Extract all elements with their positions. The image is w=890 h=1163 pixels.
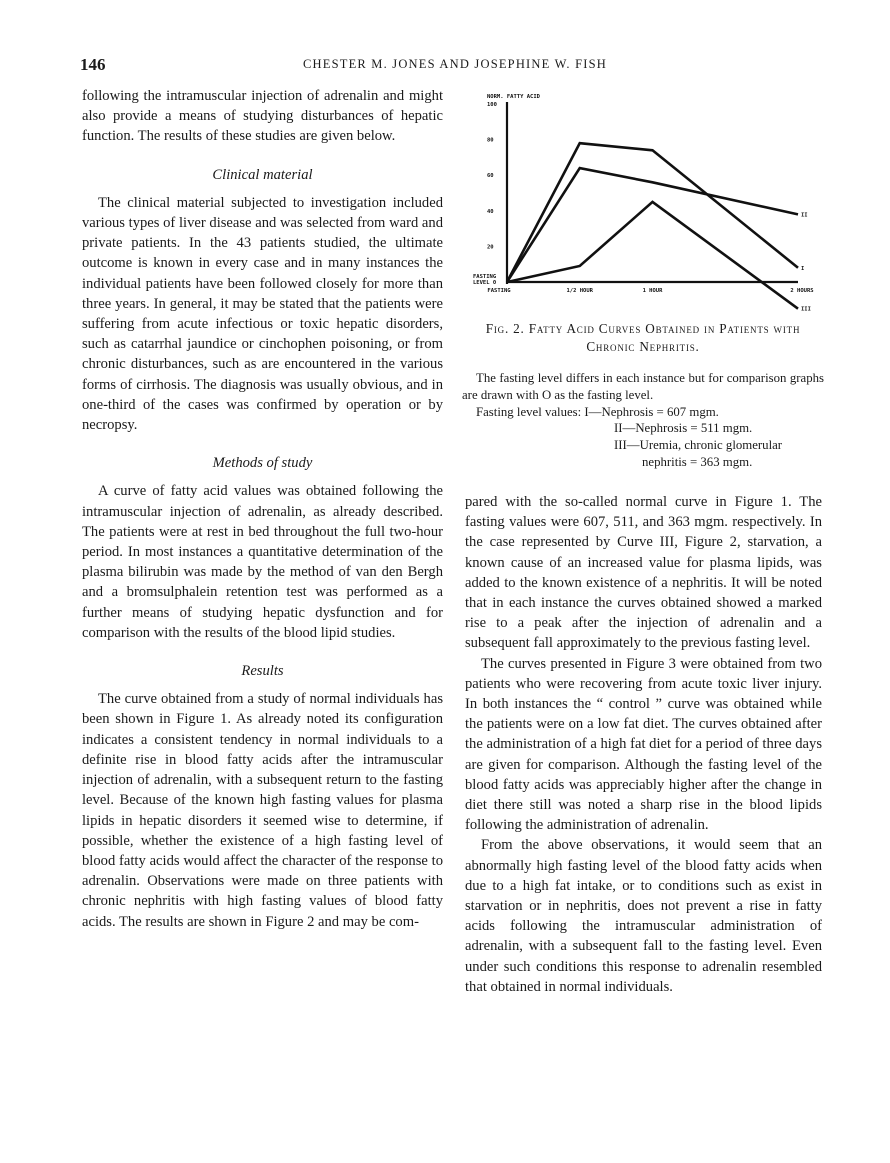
intro-paragraph: following the intramuscular injection of adrenalin and might also provide a means of studying disturbances of hepatic function. The results of these studies are given below. [82, 88, 443, 145]
figure-caption [462, 320, 824, 471]
section-heading-methods-of-study: Methods of study [212, 455, 313, 472]
paragraph: The curve obtained from a study of normal individuals has been shown in Figure 1. As already noted its configuration indicates a consistent tendency in normal individuals to a definite rise in blood fatty acids after the intramuscular injection of adrenalin, with a subsequent return to the fasting level. Because of the known high fasting values for plasma lipids in hepatic disorders it seemed wise to determine, if possible, whether the existence of a high fasting level of blood fatty acids would affect the character of the response to adrenalin. Observations were made on three patients with chronic nephritis with high fasting values of blood fatty acids. The results are shown in Figure 2 and may be com- [82, 691, 443, 930]
paragraph: The clinical material subjected to investigation included various types of liver disease and was selected from ward and private patients. In the 43 patients studied, the ultimate outcome is known in every case and in many instances the individual patients have been followed closely for more than three years. In general, it may be stated that the patients were suffering from acute infectious or toxic hepatic disorders, such as catarrhal jaundice or cinchophen poisoning, or from chronic disturbances, such as are encountered in the various forms of cirrhosis. The diagnosis was usually obvious, and in one-third of the cases was confirmed by operation or by necropsy. [82, 194, 443, 434]
figure-note-text: The fasting level differs in each instance but for comparison graphs are drawn with O as the fasting level. [462, 371, 824, 402]
line-chart [460, 88, 830, 328]
y-axis-label: NORM. FATTY ACID [487, 94, 540, 100]
figure-title: Fig. 2. Fatty Acid Curves Obtained in Patients with Chronic Nephritis. [485, 321, 801, 354]
paragraph: The curves presented in Figure 3 were obtained from two patients who were recovering from acute toxic liver injury. In both instances the “ control ” curve was obtained while the patients were on a low fat diet. The curves obtained after the administration of a high fat diet for a period of three days are given for comparison. Although the fasting level of the blood fatty acids was appreciably higher after the change in diet there still was noted a sharp rise in the blood lipids following the administration of adrenalin. [465, 655, 822, 834]
right-column [465, 492, 822, 997]
section-heading-clinical-material: Clinical material [212, 166, 313, 183]
page-number: 146 [80, 55, 106, 74]
header-authors: CHESTER M. JONES AND JOSEPHINE W. FISH [303, 57, 607, 71]
fasting-value-I: I—Nephrosis = 607 mgm. [584, 404, 719, 419]
section-heading-results: Results [241, 663, 284, 680]
y-tick-label: 40 [487, 208, 494, 215]
series-line-II [507, 168, 798, 282]
figure-note [462, 370, 824, 471]
fasting-value-III-cont: nephritis = 363 mgm. [642, 454, 753, 469]
paragraph: A curve of fatty acid values was obtained following the intramuscular injection of adrenalin, as already described. The patients were at rest in bed throughout the full two-hour period. In most instances a quantitative determination of the plasma bilirubin was made by the method of van den Bergh and a bromsulphalein retention test was performed as a further means of studying hepatic dysfunction and for comparison with the results of the blood lipid studies. [82, 483, 443, 641]
y-tick-label: 60 [487, 173, 494, 180]
fasting-values-label: Fasting level values: [476, 404, 582, 419]
fasting-values [462, 404, 824, 471]
y-tick-label: LEVEL 0 [473, 280, 497, 286]
left-column [82, 86, 443, 932]
paragraph: From the above observations, it would seem that an abnormally high fasting level of the blood fatty acids when due to a high fat intake, or to conditions such as exist in starvation or in nephritis, does not prevent a rise in fatty acids following the intramuscular administration of adrenalin, with a subsequent fall to the fasting level. Even under such conditions this response to adrenalin resembled that obtained in normal individuals. [465, 837, 822, 995]
x-tick-label: FASTING [487, 288, 511, 294]
fasting-value-III: III—Uremia, chronic glomerular [614, 438, 783, 453]
y-tick-label: 80 [487, 137, 494, 144]
y-tick-label: 20 [487, 244, 494, 251]
running-head [80, 55, 830, 77]
x-tick-label: 1/2 HOUR [566, 288, 593, 294]
paragraph: pared with the so-called normal curve in Figure 1. The fasting values were 607, 511, and 363 mgm. respectively. In the case represented by Curve III, Figure 2, starvation, a known cause of an increased value for plasma lipids, was added to the known existence of a nephritis. It will be noted that in each instance the curves obtained showed a marked rise to a peak after the injection of adrenalin and a subsequent fall approximately to the previous fasting level. [465, 494, 822, 652]
fasting-value-II: II—Nephrosis = 511 mgm. [614, 421, 753, 436]
y-tick-label: 100 [487, 102, 497, 108]
x-tick-label: 2 HOURS [790, 288, 814, 294]
series-label-I: I [801, 265, 805, 272]
series-label-II: II [801, 212, 808, 219]
x-tick-label: 1 HOUR [642, 288, 663, 294]
figure-2-chart [460, 88, 830, 328]
y-tick-label: FASTING [473, 274, 497, 280]
series-label-III: III [801, 306, 811, 313]
